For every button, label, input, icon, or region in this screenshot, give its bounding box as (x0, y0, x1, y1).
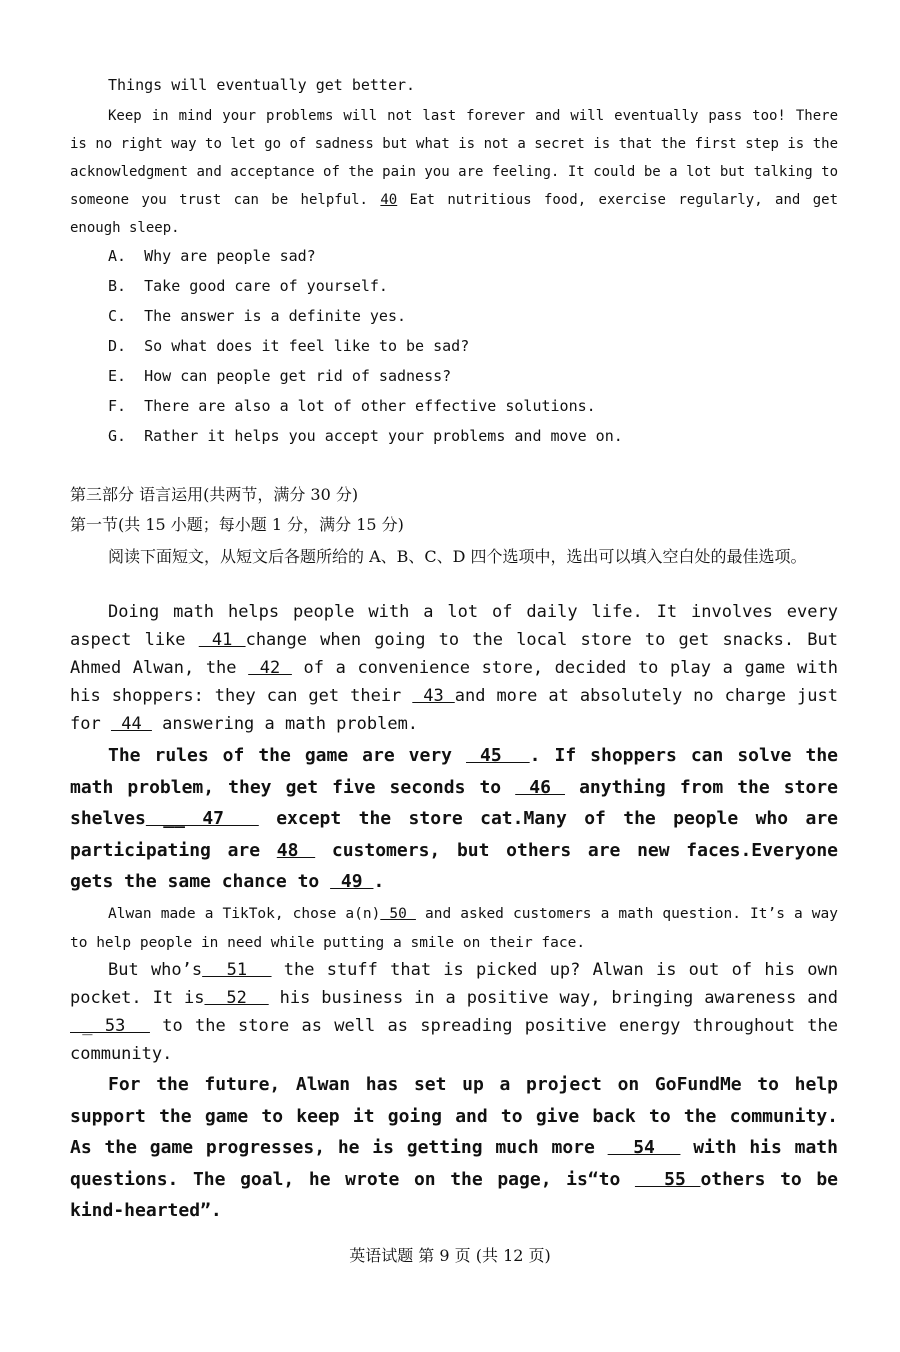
cloze-text: The rules of the game are very (108, 745, 453, 766)
part-title: 第三部分 语言运用(共两节，满分 30 分) (70, 485, 359, 504)
cloze-text: with his math questions. The goal, he wrote on the page, is“to (70, 1137, 838, 1190)
cloze-text: the stuff that is picked up? Alwan is out of his own pocket. It is (70, 960, 838, 1008)
option-f: F. There are also a lot of other effective solutions. (108, 397, 596, 415)
sub-title: 第一节(共 15 小题；每小题 1 分，满分 15 分) (70, 515, 404, 534)
cloze-text: and asked customers a math question. It’s a way to help people in need while putting a smile on their face. (70, 906, 839, 951)
blank-50: 50 (380, 906, 416, 922)
option-e: E. How can people get rid of sadness? (108, 367, 452, 385)
cloze-text: change when going to the local store to get snacks. But Ahmed Alwan, the (70, 630, 838, 678)
cloze-text: Doing math helps people with a lot of daily life. It involves every aspect like (70, 602, 838, 650)
blank-44: 44 (110, 714, 152, 734)
blank-54: 54 (607, 1137, 681, 1158)
cloze-paragraph-3 (70, 900, 838, 958)
blank-45: 45 (466, 745, 530, 766)
cloze-text: . (373, 871, 385, 892)
cloze-text: answering a math problem. (162, 714, 419, 734)
blank-49: 49 (330, 871, 374, 892)
cloze-text: But who’s (108, 960, 203, 980)
blank-46: 46 (515, 776, 565, 798)
cloze-paragraph-5 (70, 1069, 838, 1227)
cloze-text: to the store as well as spreading positive energy throughout the community. (70, 1016, 838, 1064)
option-a: A. Why are people sad? (108, 247, 316, 265)
cloze-text: others to be kind-hearted”. (70, 1168, 839, 1221)
cloze-paragraph-2 (70, 740, 838, 898)
cloze-text: anything from the store shelves (70, 776, 838, 829)
cloze-text: and more at absolutely no charge just for (70, 686, 838, 734)
cloze-text: Alwan made a TikTok, chose a(n) (108, 906, 381, 922)
option-d: D. So what does it feel like to be sad? (108, 337, 470, 355)
passage-text-end: Eat nutritious food, exercise regularly, and get enough sleep. (70, 192, 839, 236)
option-b: B. Take good care of yourself. (108, 277, 388, 295)
blank-48: 48 (276, 839, 316, 861)
passage-paragraph (70, 102, 838, 242)
option-g: G. Rather it helps you accept your problems and move on. (108, 427, 623, 445)
blank-41: 41 (198, 630, 246, 650)
cloze-text: his business in a positive way, bringing awareness and (279, 988, 838, 1008)
blank-51: 51 (202, 960, 272, 980)
blank-40: 40 (380, 192, 398, 208)
cloze-text: of a convenience store, decided to play a game with his shoppers: they can get their (70, 658, 838, 706)
blank-42: 42 (248, 658, 292, 678)
instruction: 阅读下面短文，从短文后各题所给的 A、B、C、D 四个选项中，选出可以填入空白处的最佳选项。 (108, 547, 807, 566)
page-footer: 英语试题 第 9 页 (共 12 页) (349, 1246, 551, 1265)
option-c: C. The answer is a definite yes. (108, 307, 407, 325)
cloze-text: For the future, Alwan has set up a project on GoFundMe to help support the game to keep it going and to give back to the community. As the game progresses, he is getting much more (70, 1074, 838, 1158)
blank-55: 55 (634, 1168, 701, 1190)
cloze-paragraph-1 (70, 598, 838, 738)
cloze-paragraph-4 (70, 956, 838, 1068)
passage-text: Keep in mind your problems will not last forever and will eventually pass too! There is no right way to let go of sadness but what is not a secret is that the first step is the acknowledgment and acceptance of the pain you are feeling. It could be a lot but talking to someone you trust can be helpful. (70, 108, 838, 208)
section-heading: Things will eventually get better. (108, 76, 416, 94)
cloze-text: . If shoppers can solve the math problem, they get five seconds to (70, 745, 839, 798)
blank-53: _ 53 (70, 1016, 150, 1036)
cloze-text: except the store cat.Many of the people who are participating are (70, 808, 838, 861)
blank-43: 43 (412, 686, 455, 706)
blank-47: __ 47 (145, 808, 259, 829)
blank-52: 52 (204, 988, 269, 1008)
cloze-text: customers, but others are new faces.Everyone gets the same chance to (70, 839, 838, 892)
